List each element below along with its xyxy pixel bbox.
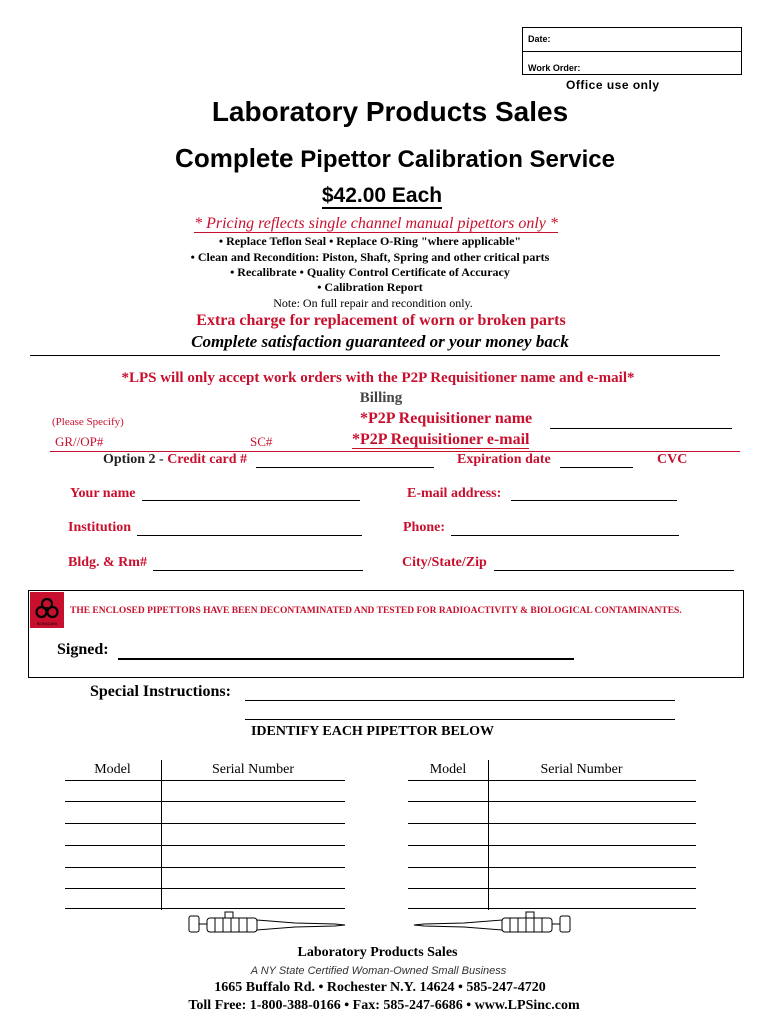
extra-charge: Extra charge for replacement of worn or broken parts [196,312,566,329]
expiration-field[interactable] [560,467,633,468]
office-use-box [522,27,742,75]
table-left-row[interactable] [65,888,345,889]
table-left-row[interactable] [65,823,345,824]
special-instructions-field-2[interactable] [245,719,675,720]
your-name-label: Your name [70,486,136,501]
service-line-4: • Calibration Report [317,280,423,294]
table-left-row[interactable] [65,867,345,868]
email-field[interactable] [511,500,677,501]
pipettor-icon [185,910,347,940]
price-text: $42.00 Each [321,184,443,207]
institution-field[interactable] [137,535,362,536]
date-label: Date: [528,34,551,44]
service-line-3: • Recalibrate • Quality Control Certificate of Accuracy [230,265,510,279]
table-right-row[interactable] [408,780,696,781]
please-specify: (Please Specify) [52,416,124,428]
your-name-field[interactable] [142,500,360,501]
decon-box [28,590,744,678]
req-email-label[interactable]: *P2P Requisitioner e-mail [352,431,530,448]
gr-op-label: GR//OP# [55,434,104,449]
office-use-label: Office use only [566,78,660,92]
table-right-row[interactable] [408,867,696,868]
signed-label: Signed: [57,641,109,658]
city-label: City/State/Zip [402,555,487,570]
table-right-row[interactable] [408,888,696,889]
service-line-1: • Replace Teflon Seal • Replace O-Ring "where applicable" [218,234,522,248]
service-line-2: • Clean and Recondition: Piston, Shaft, Spring and other critical parts [190,250,550,264]
table-right-row[interactable] [408,801,696,802]
credit-card-label: Credit card # [167,452,248,467]
phone-label: Phone: [403,520,445,535]
biohazard-caption: BIOHAZARD [36,622,58,626]
company-title: Laboratory Products Sales [211,96,569,127]
req-name-field[interactable] [550,428,732,429]
footer-address: 1665 Buffalo Rd. • Rochester N.Y. 14624 • 585-247-4720 [214,980,546,995]
header-divider [30,355,720,356]
identify-heading: IDENTIFY EACH PIPETTOR BELOW [250,724,495,739]
service-title-rest: Pipettor Calibration Service [300,146,615,173]
serial-header-left: Serial Number [211,762,295,777]
pipettor-icon [412,910,574,940]
table-right-row[interactable] [408,823,696,824]
option2-label: Option 2 - Credit card # [103,452,248,467]
email-label: E-mail address: [407,486,502,501]
bldg-label: Bldg. & Rm# [68,555,147,570]
work-order-label: Work Order: [528,63,581,73]
city-field[interactable] [494,570,734,571]
model-header-right: Model [429,762,467,777]
table-left-row[interactable] [65,845,345,846]
req-name-label[interactable]: *P2P Requisitioner name [360,410,533,427]
table-right-row[interactable] [408,845,696,846]
serial-header-right: Serial Number [540,762,623,777]
cvc-label: CVC [657,452,688,467]
special-instructions-label: Special Instructions: [90,683,231,700]
footer-company: Laboratory Products Sales [297,945,458,960]
credit-card-field[interactable] [256,467,434,468]
institution-label: Institution [68,520,132,535]
model-header-left: Model [94,762,131,777]
billing-title: Billing [359,390,403,406]
service-title [0,143,770,174]
pricing-note: * Pricing reflects single channel manual pipettors only * [194,215,558,232]
sc-label: SC# [250,434,273,449]
bldg-field[interactable] [153,570,363,571]
price [0,184,764,208]
signature-field[interactable] [118,658,574,660]
biohazard-icon [30,592,64,628]
special-instructions-field-1[interactable] [245,700,675,701]
table-left-row[interactable] [65,908,345,909]
table-left-row[interactable] [65,801,345,802]
guarantee: Complete satisfaction guaranteed or your money back [191,332,569,351]
service-note: Note: On full repair and recondition only. [273,296,473,310]
footer-contact: Toll Free: 1-800-388-0166 • Fax: 585-247-6686 • www.LPSinc.com [188,998,580,1013]
table-left-row[interactable] [65,780,345,781]
service-title-word: Complete [175,143,294,173]
decon-statement: THE ENCLOSED PIPETTORS HAVE BEEN DECONTAMINATED AND TESTED FOR RADIOACTIVITY & BIOLOGICAL CONTAMINANTES. [70,606,682,616]
phone-field[interactable] [451,535,679,536]
p2p-notice: *LPS will only accept work orders with the P2P Requisitioner name and e-mail* [121,370,635,386]
footer-certification: A NY State Certified Woman-Owned Small Business [250,965,507,977]
expiration-label: Expiration date [457,452,551,467]
table-right-row[interactable] [408,908,696,909]
